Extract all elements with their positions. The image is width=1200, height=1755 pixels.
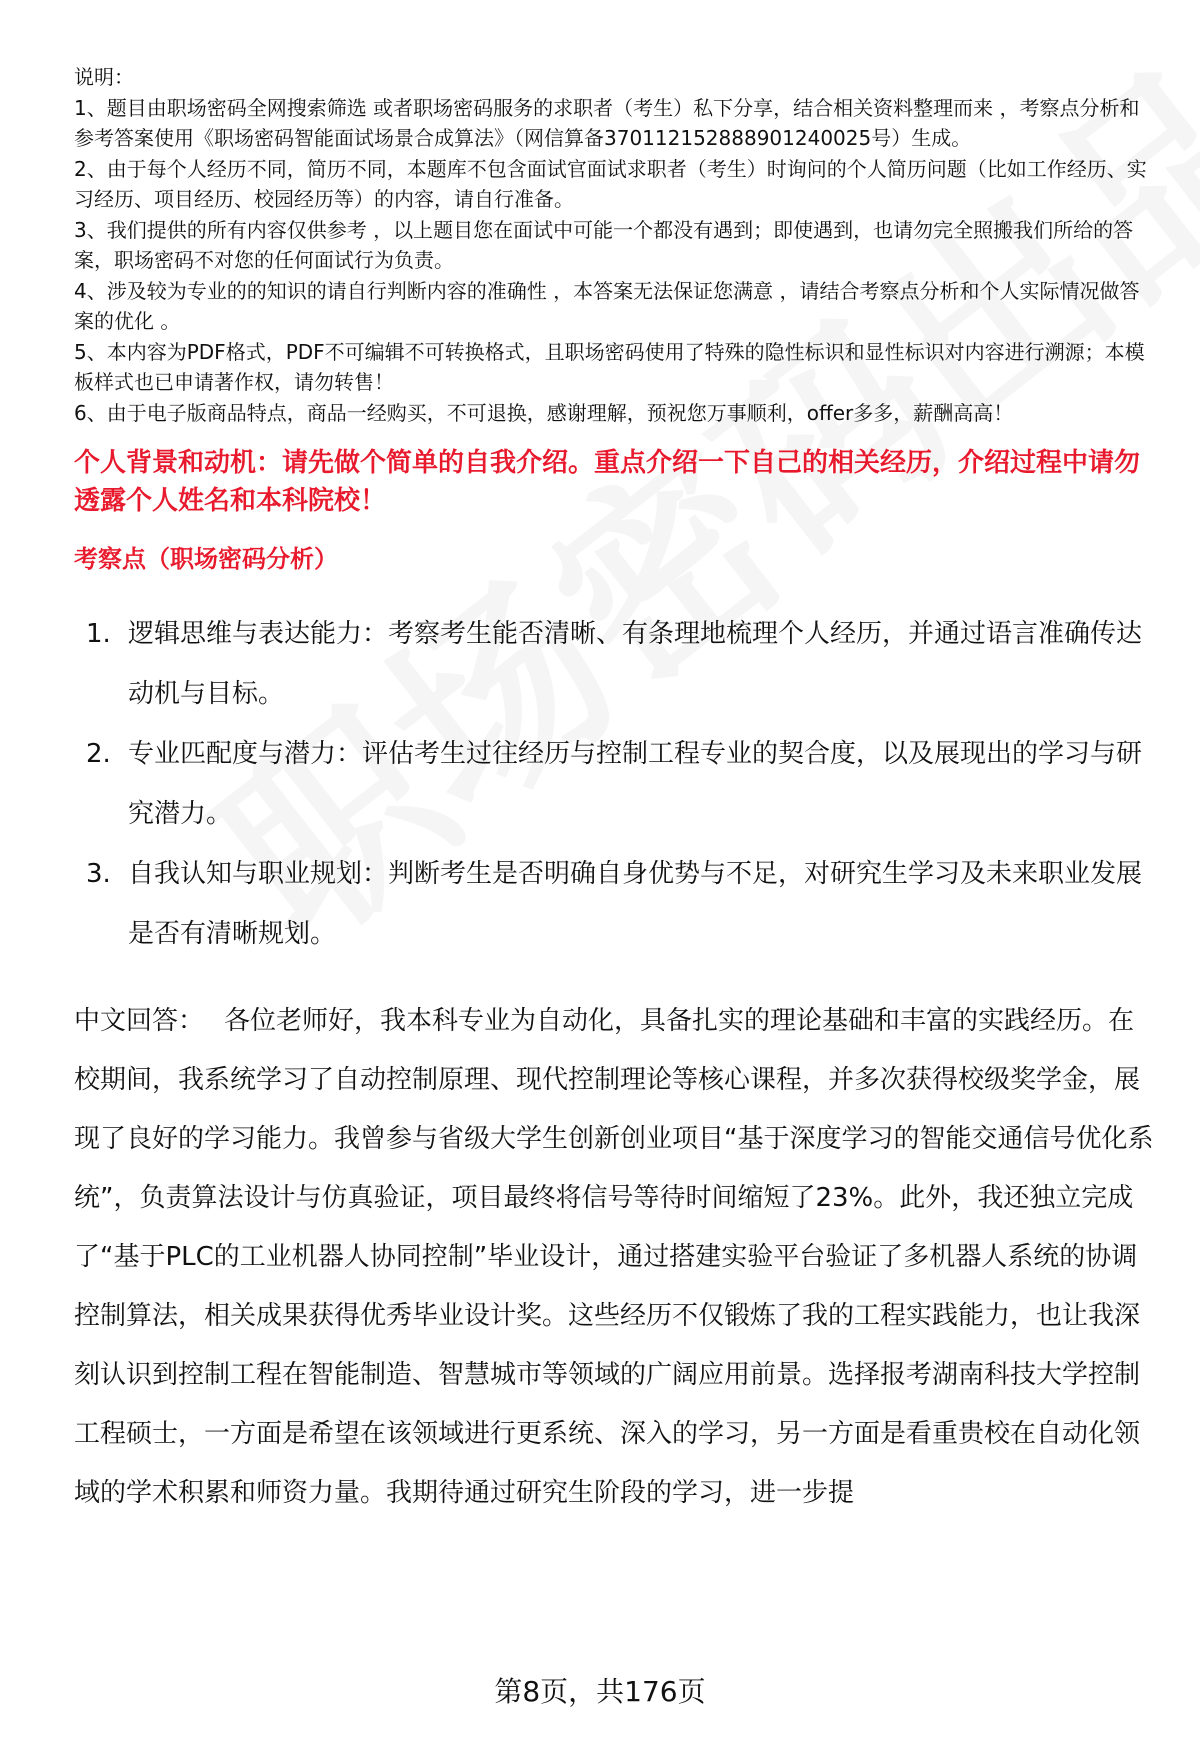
point-text: 专业匹配度与潜力：评估考生过往经历与控制工程专业的契合度，以及展现出的学习与研究潜力。: [128, 739, 1143, 829]
answer-label: 中文回答：: [74, 1006, 205, 1036]
analysis-points-list: [74, 604, 1159, 964]
answer-text: 各位老师好，我本科专业为自动化，具备扎实的理论基础和丰富的实践经历。在校期间，我系统学习了自动控制原理、现代控制理论等核心课程，并多次获得校级奖学金，展现了良好的学习能力。我曾参与省级大学生创新创业项目“基于深度学习的智能交通信号优化系统”，负责算法设计与仿真验证，项目最终将信号等待时间缩短了23%。此外，我还独立完成了“基于PLC的工业机器人协同控制”毕业设计，通过搭建实验平台验证了多机器人系统的协调控制算法，相关成果获得优秀毕业设计奖。这些经历不仅锻炼了我的工程实践能力，也让我深刻认识到控制工程在智能制造、智慧城市等领域的广阔应用前景。选择报考湖南科技大学控制工程硕士，一方面是希望在该领域进行更系统、深入的学习，另一方面是看重贵校在自动化领域的学术积累和师资力量。我期待通过研究生阶段的学习，进一步提: [74, 1006, 1154, 1508]
note-item-2: 2、由于每个人经历不同，简历不同，本题库不包含面试官面试求职者（考生）时询问的个人简历问题（比如工作经历、实习经历、项目经历、校园经历等）的内容，请自行准备。: [74, 156, 1147, 211]
document-page: [74, 62, 1159, 1523]
analysis-point: [74, 844, 1159, 964]
point-number: 2.: [86, 739, 111, 769]
note-item-1: 1、题目由职场密码全网搜索筛选 或者职场密码服务的求职者（考生）私下分享，结合相关资料整理而来 ，考察点分析和参考答案使用《职场密码智能面试场景合成算法》（网信算备370112152888901240025号）生成。: [74, 95, 1140, 150]
point-number: 3.: [86, 859, 111, 889]
note-item-4: 4、涉及较为专业的的知识的请自行判断内容的准确性 ，本答案无法保证您满意 ，请结合考察点分析和个人实际情况做答案的优化 。: [74, 278, 1140, 333]
page-number: 第8页，共176页: [494, 1675, 706, 1708]
analysis-point: [74, 604, 1159, 724]
point-number: 1.: [86, 619, 111, 649]
note-item-6: 6、由于电子版商品特点，商品一经购买，不可退换，感谢理解，预祝您万事顺利，offer多多，薪酬高高！: [74, 400, 1014, 425]
question-title: 个人背景和动机：请先做个简单的自我介绍。重点介绍一下自己的相关经历，介绍过程中请勿透露个人姓名和本科院校！: [74, 448, 1141, 516]
point-text: 自我认知与职业规划：判断考生是否明确自身优势与不足，对研究生学习及未来职业发展是否有清晰规划。: [128, 859, 1143, 949]
notes-heading: 说明：: [74, 65, 134, 89]
point-text: 逻辑思维与表达能力：考察考生能否清晰、有条理地梳理个人经历，并通过语言准确传达动机与目标。: [128, 619, 1143, 709]
answer-paragraph: [74, 992, 1159, 1523]
note-item-3: 3、我们提供的所有内容仅供参考 ，以上题目您在面试中可能一个都没有遇到；即使遇到，也请勿完全照搬我们所给的答案，职场密码不对您的任何面试行为负责。: [74, 217, 1134, 272]
disclaimer-notes: [74, 62, 1159, 428]
analysis-heading: 考察点（职场密码分析）: [74, 545, 338, 573]
note-item-5: 5、本内容为PDF格式，PDF不可编辑不可转换格式，且职场密码使用了特殊的隐性标识和显性标识对内容进行溯源；本模板样式也已申请著作权，请勿转售！: [74, 339, 1145, 394]
analysis-point: [74, 724, 1159, 844]
